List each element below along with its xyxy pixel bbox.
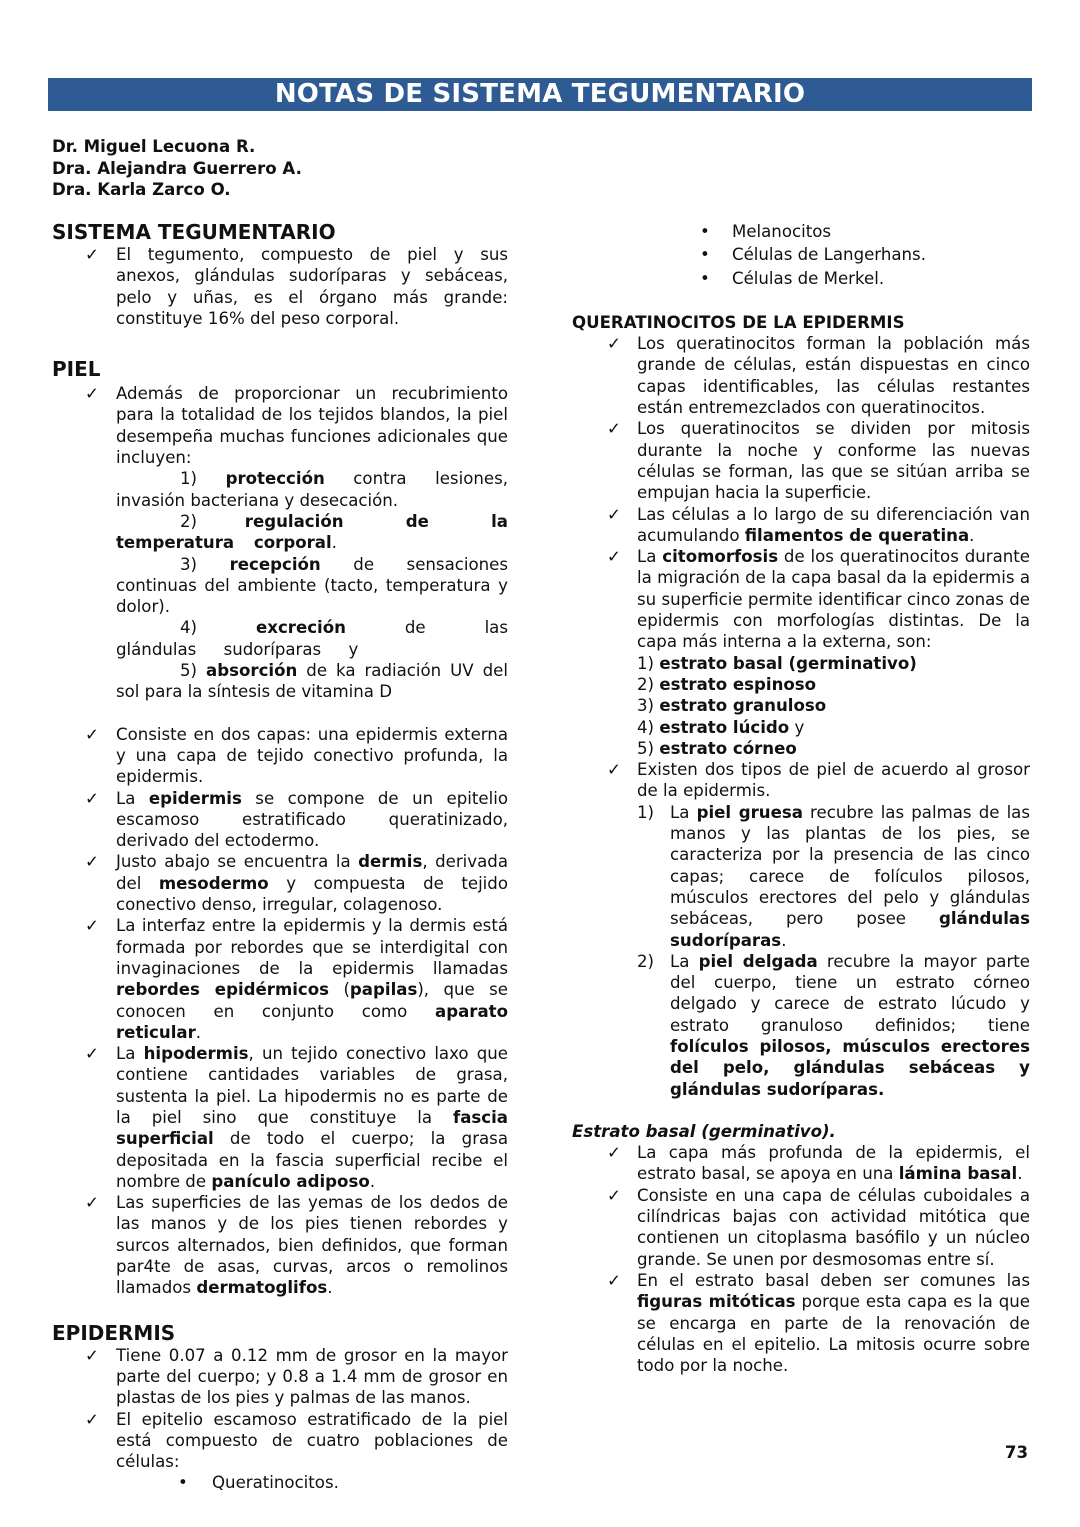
check-icon: ✓ xyxy=(85,245,99,264)
check-icon: ✓ xyxy=(85,1345,99,1365)
list-item: • Queratinocitos. xyxy=(178,1473,339,1493)
estrato-item: 1) estrato basal (germinativo) xyxy=(637,653,917,673)
list-item: ✓ El epitelio escamoso estratificado de la piel está compuesto de cuatro poblaciones de células: xyxy=(52,1409,508,1473)
check-icon: ✓ xyxy=(607,760,621,780)
function-2: 2) regulación de la temperatura corporal. xyxy=(116,511,509,553)
page-number: 73 xyxy=(1004,1443,1028,1462)
check-icon: ✓ xyxy=(85,384,99,404)
bullet-icon: • xyxy=(178,1473,188,1493)
piel-list xyxy=(52,383,508,702)
estrato-item: 2) estrato espinoso xyxy=(637,674,817,694)
estrato-item: 5) estrato córneo xyxy=(637,738,797,758)
author-3: Dra. Karla Zarco O. xyxy=(52,180,231,199)
list-item: ✓ El tegumento, compuesto de piel y sus anexos, glándulas sudoríparas y sebáceas, pelo y uñas, es el órgano más grande: constituye 16% del peso corporal. xyxy=(52,244,508,329)
page-title: NOTAS DE SISTEMA TEGUMENTARIO xyxy=(274,79,806,109)
check-icon: ✓ xyxy=(607,1143,621,1163)
queratinocitos-list xyxy=(572,333,1030,1100)
list-item: ✓ Justo abajo se encuentra la dermis, derivada del mesodermo y compuesta de tejido conectivo denso, irregular, colagenoso. xyxy=(52,851,508,915)
check-icon: ✓ xyxy=(85,724,99,744)
check-icon: ✓ xyxy=(607,504,621,524)
page-title-banner xyxy=(48,78,1032,111)
bullet-icon: • xyxy=(700,222,710,241)
check-icon: ✓ xyxy=(85,852,99,872)
skin-type-item: 2) La piel delgada recubre la mayor parte del cuerpo, tiene un estrato córneo delgado y carece de estrato lúcudo y estrato granuloso definidos; tiene folículos pilosos, músculos erectores del pelo, glándulas sebáceas y glándulas sudoríparas. xyxy=(637,951,1030,1099)
list-item: • Células de Langerhans. xyxy=(700,245,926,265)
list-item: ✓ Las células a lo largo de su diferenciación van acumulando filamentos de queratina. xyxy=(572,504,1030,547)
list-item: ✓ En el estrato basal deben ser comunes las figuras mitóticas porque esta capa es la que se encarga en parte de la renovación de células en el epitelio. La mitosis ocurre sobre todo por la noche. xyxy=(572,1270,1030,1376)
check-icon: ✓ xyxy=(85,1193,99,1213)
check-icon: ✓ xyxy=(85,1044,99,1064)
list-item: • Células de Merkel. xyxy=(700,268,885,288)
function-1: 1) protección contra lesiones, invasión bacteriana y desecación. xyxy=(116,469,508,510)
bullet-icon: • xyxy=(700,268,710,288)
function-3: 3) recepción de sensaciones continuas del ambiente (tacto, temperatura y dolor). xyxy=(116,554,509,617)
list-item: ✓ Consiste en dos capas: una epidermis externa y una capa de tejido conectivo profunda, la epidermis. xyxy=(52,724,508,788)
list-item: ✓ Los queratinocitos se dividen por mitosis durante la noche y conforme las nuevas células se forman, las que se sitúan arriba se empujan hacia la superficie. xyxy=(572,418,1030,503)
heading-sistema-tegumentario: SISTEMA TEGUMENTARIO xyxy=(52,220,336,244)
list-item: ✓ La epidermis se compone de un epitelio escamoso estratificado queratinizado, derivado del ectodermo. xyxy=(52,788,508,852)
cell-populations-list-part2 xyxy=(572,221,1030,289)
basal-list xyxy=(572,1142,1030,1376)
heading-queratinocitos: QUERATINOCITOS DE LA EPIDERMIS xyxy=(572,312,905,332)
list-item: ✓ La capa más profunda de la epidermis, el estrato basal, se apoya en una lámina basal. xyxy=(572,1142,1030,1185)
check-icon: ✓ xyxy=(85,788,99,808)
sistema-list xyxy=(52,244,508,329)
list-item: ✓ Tiene 0.07 a 0.12 mm de grosor en la mayor parte del cuerpo; y 0.8 a 1.4 mm de grosor en plastas de los pies y palmas de las manos. xyxy=(52,1345,508,1409)
skin-type-item: 1) La piel gruesa recubre las palmas de las manos y las plantas de los pies, se caracteriza por la presencia de las cinco capas; carece de folículos pilosos, músculos erectores del pelo y glándulas sebáceas, pero posee glándulas sudoríparas. xyxy=(637,802,1030,950)
list-item: ✓ Los queratinocitos forman la población más grande de células, están dispuestas en cinco capas identificables, las células restantes están entremezclados con queratinocitos. xyxy=(572,333,1030,418)
check-icon: ✓ xyxy=(85,1409,99,1429)
estrato-item: 3) estrato granuloso xyxy=(637,696,827,716)
list-item: ✓ Existen dos tipos de piel de acuerdo al grosor de la epidermis. 1) La piel gruesa recubre las palmas de las manos y las plantas de los pies, se caracteriza por la presencia de las cinco capas; carece de folículos pilosos, músculos erectores del pelo y glándulas sebáceas, pero posee glándulas sudoríparas. 2) La piel delgada recubre la mayor parte del cuerpo, tiene un estrato córneo delgado y carece de estrato lúcudo y estrato granuloso definidos; tiene folículos pilosos, músculos erectores del pelo, glándulas sebáceas y glándulas sudoríparas. xyxy=(572,759,1030,1100)
heading-piel: PIEL xyxy=(52,357,101,382)
check-icon: ✓ xyxy=(607,419,621,439)
left-column xyxy=(52,220,508,1494)
list-item: ✓ La interfaz entre la epidermis y la dermis está formada por rebordes que se interdigital con invaginaciones de la epidermis llamadas rebordes epidérmicos (papilas), que se conocen en conjunto como aparato reticular. xyxy=(52,915,508,1043)
list-item: ✓ Consiste en una capa de células cuboidales a cilíndricas bajas con actividad mitótica que contienen un citoplasma basófilo y un núcleo grande. Se unen por desmosomas entre sí. xyxy=(572,1185,1030,1270)
author-1: Dr. Miguel Lecuona R. xyxy=(52,137,256,156)
skin-types-list xyxy=(637,802,1030,1100)
estratos-list xyxy=(637,653,1030,759)
right-column xyxy=(572,220,1030,1376)
cell-populations-list-part1 xyxy=(52,1472,508,1493)
check-icon: ✓ xyxy=(607,1270,621,1290)
author-2: Dra. Alejandra Guerrero A. xyxy=(52,158,302,178)
list-item: ✓ La citomorfosis de los queratinocitos durante la migración de la capa basal da la epidermis a su superficie permite identificar cinco zonas de epidermis con morfologías distintas. De la capa más interna a la externa, son: 1) estrato basal (germinativo) 2) estrato espinoso 3) estrato granuloso 4) estrato lúcido y 5) estrato córneo xyxy=(572,546,1030,759)
estrato-item: 4) estrato lúcido y xyxy=(637,717,805,737)
check-icon: ✓ xyxy=(85,916,99,936)
check-icon: ✓ xyxy=(607,547,621,567)
function-4: 4) excreción de las glándulas sudoríparas y xyxy=(116,618,508,659)
check-icon: ✓ xyxy=(607,1185,621,1205)
piel-details-list xyxy=(52,724,508,1299)
authors-block xyxy=(52,136,302,201)
epidermis-list xyxy=(52,1345,508,1473)
function-5: 5) absorción de ka radiación UV del sol para la síntesis de vitamina D xyxy=(116,661,508,702)
list-item: ✓ La hipodermis, un tejido conectivo laxo que contiene cantidades variables de grasa, sustenta la piel. La hipodermis no es parte de la piel sino que constituye la fascia superficial de todo el cuerpo; la grasa depositada en la fascia superficial recibe el nombre de panículo adiposo. xyxy=(52,1043,508,1192)
heading-epidermis: EPIDERMIS xyxy=(52,1320,176,1345)
list-item: ✓ Además de proporcionar un recubrimiento para la totalidad de los tejidos blandos, la piel desempeña muchas funciones adicionales que incluyen: 1) protección contra lesiones, invasión bacteriana y desecación. 2) regulación de la temperatura corporal. 3) recepción de sensaciones continuas del ambiente (tacto, temperatura y dolor). 4) excreción de las glándulas sudoríparas y 5) absorción de ka radiación UV del sol para la síntesis de vitamina D xyxy=(52,383,508,702)
heading-estrato-basal: Estrato basal (germinativo). xyxy=(572,1121,836,1141)
list-item: ✓ Las superficies de las yemas de los dedos de las manos y de los pies tienen rebordes y surcos alternados, bien definidos, que forman par4te de asas, curvas, arcos o remolinos llamados dermatoglifos. xyxy=(52,1192,508,1298)
check-icon: ✓ xyxy=(607,334,621,354)
bullet-icon: • xyxy=(700,245,710,265)
list-item: • Melanocitos xyxy=(700,222,832,241)
